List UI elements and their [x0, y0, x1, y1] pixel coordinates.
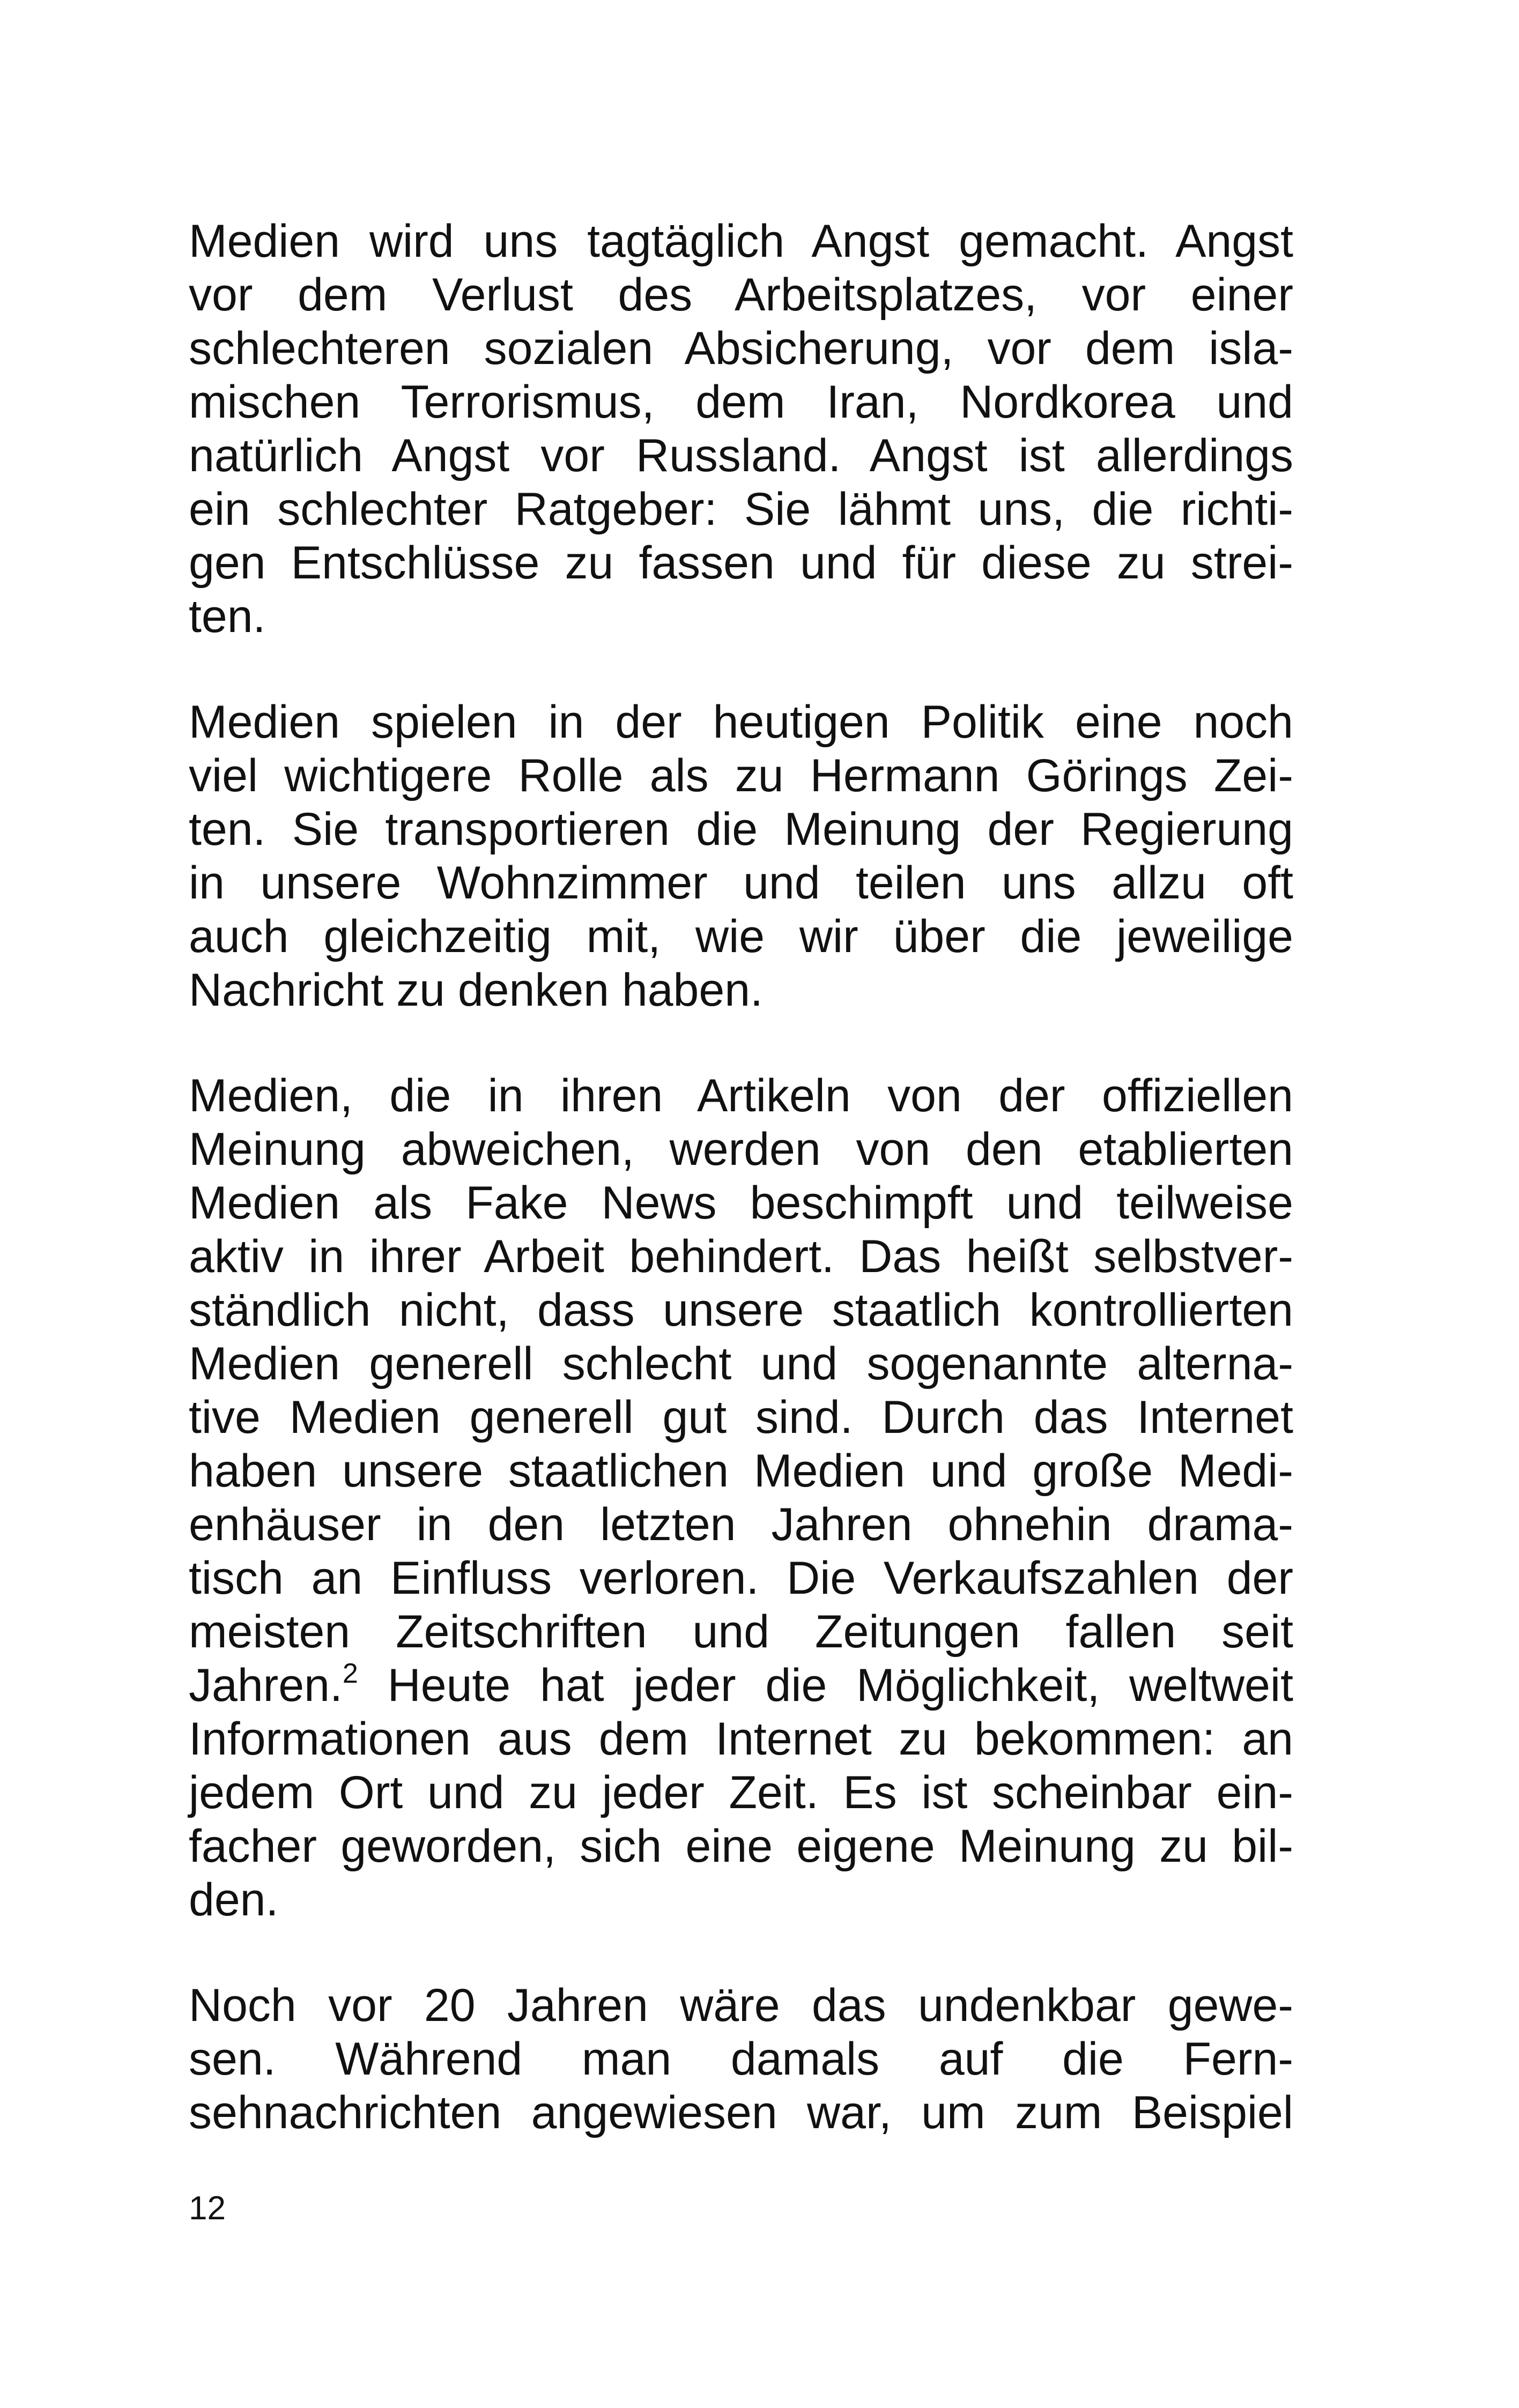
text-line: enhäuser in den letzten Jahren ohnehin drama- [189, 1499, 1293, 1550]
text-line: Medien, die in ihren Artikeln von der offiziellen [189, 1070, 1293, 1121]
text-line: ten. Sie transportieren die Meinung der Regierung [189, 804, 1293, 855]
text-line: Nachricht zu denken haben. [189, 964, 763, 1016]
paragraph-1 [189, 214, 1293, 643]
paragraph-2 [189, 695, 1293, 1017]
text-line: haben unsere staatlichen Medien und große Medi- [189, 1445, 1293, 1497]
paragraph-spacer [189, 1927, 1293, 1979]
text-line: gen Entschlüsse zu fassen und für diese zu strei- [189, 537, 1293, 589]
page-number: 12 [189, 2190, 226, 2227]
text-line: aktiv in ihrer Arbeit behindert. Das heißt selbstver- [189, 1231, 1293, 1282]
text-line: den. [189, 1874, 279, 1926]
body-text [189, 214, 1293, 2139]
text-line: Medien spielen in der heutigen Politik eine noch [189, 696, 1293, 748]
text-line: sen. Während man damals auf die Fern- [189, 2033, 1293, 2085]
text-line: tive Medien generell gut sind. Durch das Internet [189, 1392, 1293, 1443]
footnote-line-start: Jahren. [189, 1660, 343, 1711]
text-line-with-footnote [189, 1659, 1293, 1712]
text-line: mischen Terrorismus, dem Iran, Nordkorea und [189, 376, 1293, 428]
text-line: sehnachrichten angewiesen war, um zum Beispiel [189, 2087, 1293, 2138]
footnote-marker[interactable]: 2 [342, 1658, 358, 1689]
text-line: vor dem Verlust des Arbeitsplatzes, vor einer [189, 269, 1293, 321]
text-line: ten. [189, 591, 266, 642]
text-line: Medien wird uns tagtäglich Angst gemacht. Angst [189, 215, 1293, 267]
paragraph-4 [189, 1979, 1293, 2139]
text-line: viel wichtigere Rolle als zu Hermann Görings Zei- [189, 750, 1293, 801]
text-line: jedem Ort und zu jeder Zeit. Es ist scheinbar ein- [189, 1767, 1293, 1818]
text-line: Informationen aus dem Internet zu bekommen: an [189, 1713, 1293, 1765]
text-line: facher geworden, sich eine eigene Meinung zu bil- [189, 1820, 1293, 1872]
text-line: meisten Zeitschriften und Zeitungen fallen seit [189, 1606, 1293, 1658]
text-line: Medien generell schlecht und sogenannte alterna- [189, 1338, 1293, 1389]
text-line: Noch vor 20 Jahren wäre das undenkbar gewe- [189, 1980, 1293, 2031]
text-line: natürlich Angst vor Russland. Angst ist allerdings [189, 430, 1293, 481]
paragraph-3 [189, 1069, 1293, 1927]
text-line: Meinung abweichen, werden von den etablierten [189, 1124, 1293, 1175]
text-line: Medien als Fake News beschimpft und teilweise [189, 1177, 1293, 1229]
paragraph-spacer [189, 1017, 1293, 1069]
text-line: in unsere Wohnzimmer und teilen uns allzu oft [189, 857, 1293, 909]
footnote-line-rest: Heute hat jeder die Möglichkeit, weltweit [358, 1660, 1293, 1711]
text-line: ein schlechter Ratgeber: Sie lähmt uns, die richti- [189, 484, 1293, 535]
text-line: auch gleichzeitig mit, wie wir über die jeweilige [189, 911, 1293, 962]
text-line: ständlich nicht, dass unsere staatlich kontrollierten [189, 1284, 1293, 1336]
text-line: schlechteren sozialen Absicherung, vor dem isla- [189, 323, 1293, 374]
paragraph-spacer [189, 643, 1293, 695]
text-line: tisch an Einfluss verloren. Die Verkaufszahlen der [189, 1552, 1293, 1604]
